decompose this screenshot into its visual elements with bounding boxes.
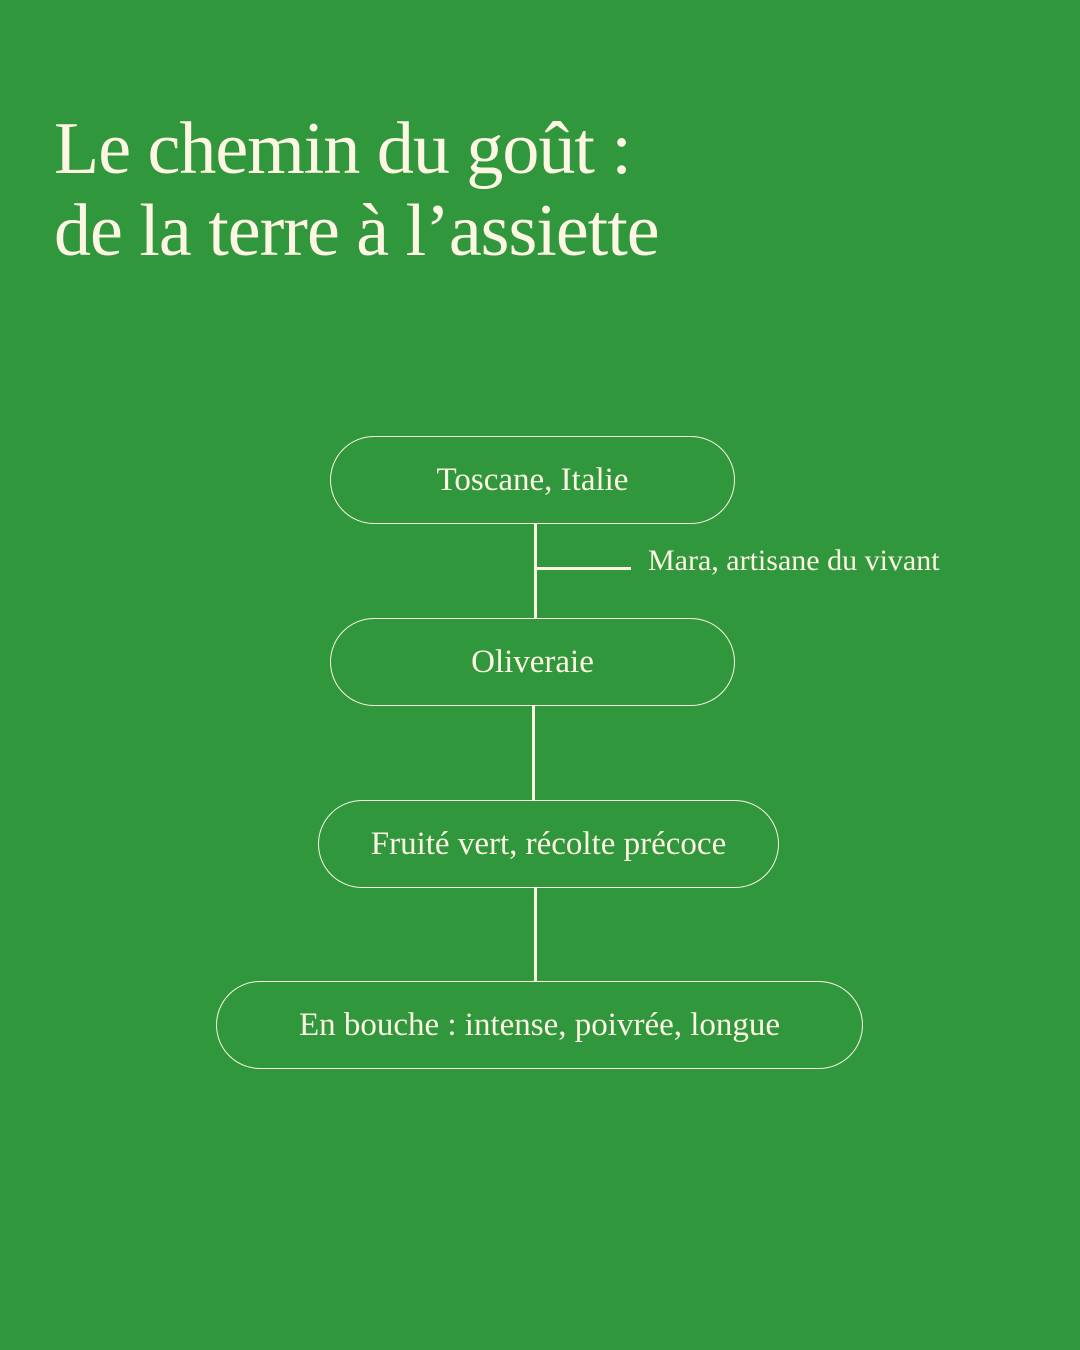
node-origin-region: Toscane, Italie xyxy=(330,436,735,524)
connector-origin-to-grove xyxy=(534,523,537,618)
node-fruity-profile: Fruité vert, récolte précoce xyxy=(318,800,779,888)
node-olive-grove: Oliveraie xyxy=(330,618,735,706)
node-tasting-notes: En bouche : intense, poivrée, longue xyxy=(216,981,863,1069)
annotation-branch-line xyxy=(536,567,631,570)
connector-flavor-to-palate xyxy=(534,887,537,981)
page-title xyxy=(54,108,1014,272)
title-line-1: Le chemin du goût : xyxy=(54,108,631,190)
connector-grove-to-flavor xyxy=(532,705,535,800)
annotation-producer: Mara, artisane du vivant xyxy=(648,544,940,577)
title-line-2: de la terre à l’assiette xyxy=(54,190,659,272)
